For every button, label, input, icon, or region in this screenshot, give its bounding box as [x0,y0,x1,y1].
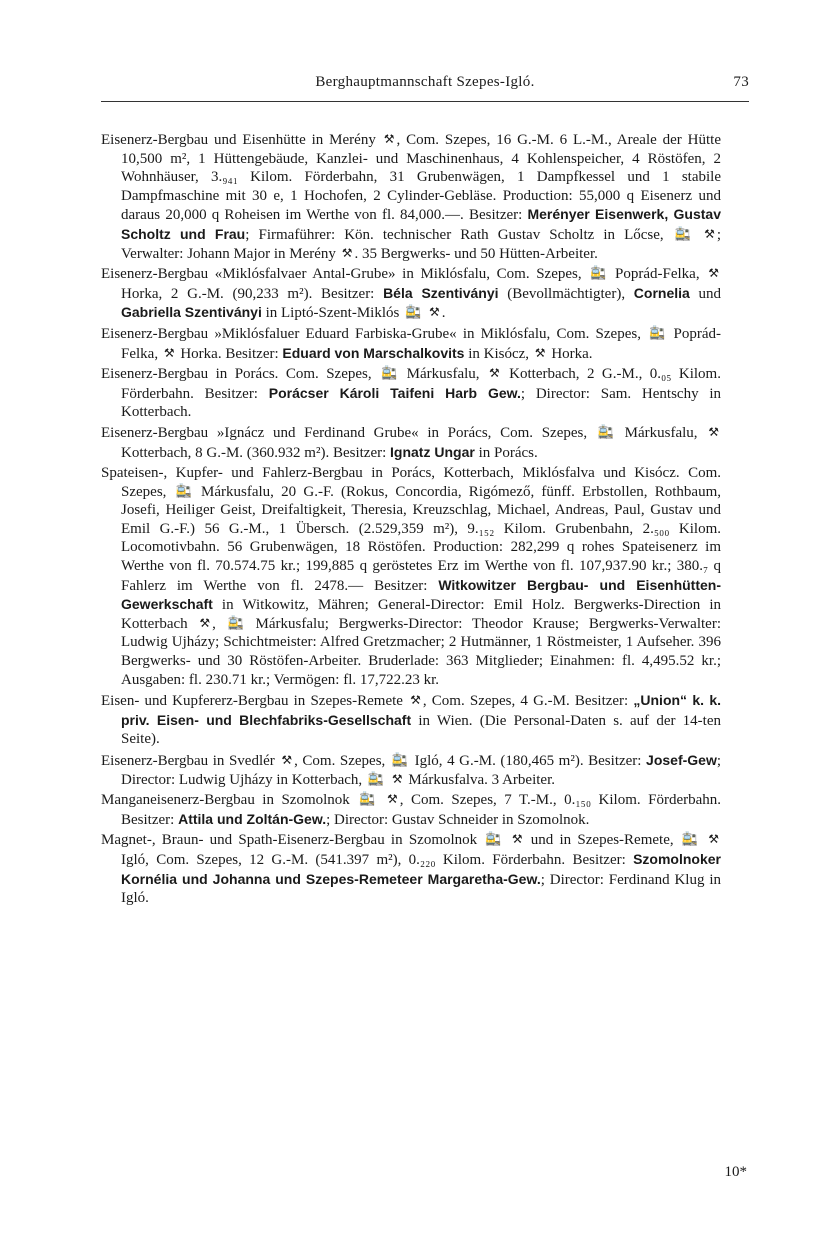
owner-name: Gabriella Szentiványi [121,304,262,321]
railway-station-icon: 🚉 [674,226,691,242]
entry-text [386,772,390,788]
railway-station-icon: 🚉 [227,615,244,631]
entry-text: in Porács. [474,444,538,461]
entry-paragraph [101,365,721,422]
owner-name: Josef-Gew [646,752,717,768]
entry-paragraph [101,424,721,462]
entry-text: Márkusfalu, 20 G.-F. (Rokus, Concordia, Rigómező, fünff. Erbstollen, Rothbaum, Josefi, Heiliger Geist, Dreifaltigkeit, Theresia, Kreuzschlag, Michael, Andreas, Paul, Gustav und Emil G.-F.) 56 G.-M., 1 Übersch. (2.529,359 m²), 9.₁₅₂ Kilom. Grubenbahn, 2.₅₀₀ Kilom. Locomotivbahn. 56 Grubenwägen, 18 Röstöfen. Production: 282,299 q rohes Spateisenerz im Werthe von fl. 70.574.75 kr.; 199,885 q geröstetes Erz im Werthe von fl. 107,937.90 kr.; 380.₇ q Fahlerz im Werthe von fl. 2478.— Besitzer: [121,483,721,594]
entry-text: , Com. Szepes, 4 G.-M. Besitzer: [422,693,634,710]
entry-text: Kotterbach, 2 G.-M., 0.₀₅ Kilom. Förderbahn. Besitzer: [121,366,721,402]
mine-icon: ⚒ [708,424,719,439]
entry-text: (Bevollmächtigter), [498,285,634,302]
entry-text: Kotterbach, 8 G.-M. (360.932 m²). Besitzer: [121,444,391,461]
entry-text: in Kisócz, [464,345,533,362]
mine-icon: ⚒ [488,366,500,381]
owner-name: Attila und Zoltán-Gew. [178,810,327,827]
entry-text: Eisenerz-Bergbau und Eisenhütte in Merény [101,132,382,148]
header-title: Berghauptmannschaft Szepes-Igló. [315,74,535,90]
entry-text: ; Firmaführer: Kön. technischer Rath Gustav Scholtz in Lőcse, [245,226,673,243]
railway-station-icon: 🚉 [590,266,607,282]
entry-text: Igló, Com. Szepes, 12 G.-M. (541.397 m²), 0.₂₂₀ Kilom. Förderbahn. Besitzer: [121,851,634,868]
mine-icon: ⚒ [199,615,211,630]
entry-text: Horka. Besitzer: [176,345,283,362]
entry-paragraph [101,464,721,689]
entry-text: Eisenerz-Bergbau »Ignácz und Ferdinand Grube« in Porács, Com. Szepes, [101,424,596,441]
header-rule [101,101,749,102]
document-body [101,131,721,910]
railway-station-icon: 🚉 [367,771,385,787]
entry-paragraph [101,131,721,263]
page-number: 73 [733,74,749,90]
mine-icon: ⚒ [341,245,353,260]
entry-text [693,227,702,243]
owner-name: Merényer Eisenwerk, Gustav Scholtz und Frau [121,206,721,242]
entry-paragraph [101,691,721,749]
owner-name: Ignatz Ungar [390,443,475,460]
entry-text: in Witkowitz, Mähren; General-Director: Emil Holz. Bergwerks-Direction in Kotterbach [121,597,721,632]
entry-text: , Com. Szepes, 7 T.-M., 0.₁₅₀ Kilom. Förderbahn. Besitzer: [121,792,722,828]
entry-text: Poprád-Felka, [121,325,721,362]
entry-text: in Wien. (Die Personal-Daten s. auf der 14-ten Seite). [121,712,721,748]
entry-text: Igló, 4 G.-M. (180,465 m²). Besitzer: [410,753,647,769]
entry-paragraph [101,265,721,323]
running-header [101,72,749,96]
entry-text: Poprád-Felka, [608,266,707,283]
owner-name: Cornelia [633,284,690,301]
mine-icon: ⚒ [534,345,546,360]
entry-paragraph [101,831,721,907]
railway-station-icon: 🚉 [359,792,376,808]
entry-text: ; Verwalter: Johann Major in Merény [121,226,721,262]
signature-mark: 10* [724,1164,747,1180]
entry-text [377,792,385,808]
entry-text: Magnet-, Braun- und Spath-Eisenerz-Bergbau in Szomolnok [101,832,484,849]
mine-icon: ⚒ [708,266,719,281]
entry-text: Spateisen-, Kupfer- und Fahlerz-Bergbau in Porács, Kotterbach, Miklósfalva und Kisócz. Com. Szepes, [101,465,721,500]
entry-text: Márkusfalu, [615,424,707,441]
entry-text: Eisen- und Kupfererz-Bergbau in Szepes-Remete [101,693,409,710]
mine-icon: ⚒ [511,832,523,847]
owner-name: Porácser Károli Taifeni Harb Gew. [268,384,521,401]
owner-name: Eduard von Marschalkovits [282,344,465,361]
mine-icon: ⚒ [281,753,293,767]
entry-text: und in Szepes-Remete, [524,832,680,849]
entry-text: ; Director: Sam. Hentschy in Kotterbach. [121,385,721,421]
mine-icon: ⚒ [383,132,395,146]
mine-icon: ⚒ [429,305,440,320]
entry-text: Márkusfalva. 3 Arbeiter. [404,771,555,788]
mine-icon: ⚒ [704,226,715,241]
entry-text: Márkusfalu; Bergwerks-Director: Theodor Krause; Bergwerks-Verwalter: Ludwig Ujházy; Schichtmeister: Alfred Gretzmacher; 2 Hutmänner, 1 Röstmeister, 1 Aufseher. 396 Bergwerks- und 30 Röstöfen-Arbeiter. Bruderlade: 363 Mitglieder; Einahmen: fl. 4,495.52 kr.; Ausgaben: fl. 230.71 kr.; Vermögen: fl. 17,722.23 kr. [121,615,721,688]
railway-station-icon: 🚉 [681,832,699,848]
railway-station-icon: 🚉 [381,366,398,382]
entry-text [504,832,510,848]
railway-station-icon: 🚉 [649,325,666,341]
entry-text: ; Director: Gustav Schneider in Szomolnok. [326,811,590,828]
entry-text: Eisenerz-Bergbau in Porács. Com. Szepes, [101,366,380,383]
entry-text: ; Director: Ferdinand Klug in Igló. [121,871,721,907]
entry-text: Eisenerz-Bergbau in Svedlér [101,753,280,769]
railway-station-icon: 🚉 [391,753,409,768]
entry-paragraph [101,791,721,829]
entry-text: Eisenerz-Bergbau «Miklósfalvaer Antal-Grube» in Miklósfalu, Com. Szepes, [101,266,589,283]
entry-text [423,305,427,321]
entry-text: , Com. Szepes, 16 G.-M. 6 L.-M., Areale der Hütte 10,500 m², 1 Hüttengebäude, Kanzlei- und Maschinenhaus, 4 Kohlenspeicher, 4 Röstöfen, 2 Wohnhäuser, 3.₉₄₁ Kilom. Förderbahn, 31 Grubenwägen, 1 Dampfkessel und 1 stabile Dampfmaschine mit 30 e, 1 Hochofen, 2 Cylinder-Gebläse. Production: 55,000 q Eisenerz und daraus 20,000 q Roheisen im Werthe von fl. 84,000.—. Besitzer: [121,132,722,224]
entry-text [700,832,706,848]
mine-icon: ⚒ [386,792,398,807]
mine-icon: ⚒ [410,693,421,708]
entry-text: . [441,305,446,322]
railway-station-icon: 🚉 [485,832,502,848]
entry-text: in Liptó-Szent-Miklós [261,305,404,322]
entry-text: , Com. Szepes, [294,753,390,769]
owner-name: „Union“ k. k. priv. Eisen- und Blechfabriks-Gesellschaft [121,692,721,728]
entry-text: , [212,615,226,632]
entry-text: und [689,285,721,302]
mine-icon: ⚒ [708,832,720,847]
entry-text: Horka, 2 G.-M. (90,233 m²). Besitzer: [121,285,384,302]
entry-paragraph [101,751,721,789]
entry-text: ; Director: Ludwig Ujházy in Kotterbach, [121,753,722,788]
mine-icon: ⚒ [163,345,175,360]
entry-text: . 35 Bergwerks- und 50 Hütten-Arbeiter. [354,245,598,262]
entry-text: Eisenerz-Bergbau »Miklósfaluer Eduard Farbiska-Grube« in Miklósfalu, Com. Szepes, [101,325,648,342]
entry-paragraph [101,325,721,363]
entry-text: Manganeisenerz-Bergbau in Szomolnok [101,792,358,809]
owner-name: Béla Szentiványi [383,284,499,301]
railway-station-icon: 🚉 [405,305,422,321]
railway-station-icon: 🚉 [597,424,614,440]
entry-text: Horka. [547,345,593,362]
mine-icon: ⚒ [391,771,403,786]
railway-station-icon: 🚉 [175,483,192,499]
owner-name: Witkowitzer Bergbau- und Eisenhütten-Gewerkschaft [121,576,721,613]
owner-name: Szomolnoker Kornélia und Johanna und Szepes-Remeteer Margaretha-Gew. [121,850,721,887]
entry-text: Márkusfalu, [399,366,487,383]
